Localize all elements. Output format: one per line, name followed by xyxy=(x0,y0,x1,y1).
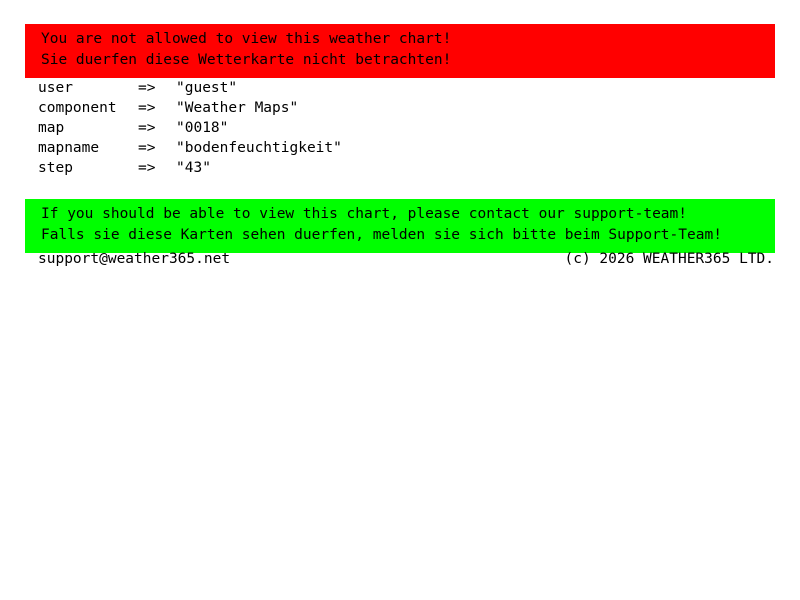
parameter-value: "43" xyxy=(176,160,211,176)
parameter-key: mapname xyxy=(38,140,100,156)
parameter-arrow: => xyxy=(138,120,156,136)
parameter-key: component xyxy=(38,100,117,116)
parameter-row-mapname xyxy=(38,138,342,158)
support-email-link[interactable]: support@weather365.net xyxy=(38,251,231,267)
parameter-arrow: => xyxy=(138,160,156,176)
support-message-en: If you should be able to view this chart, please contact our support-team! xyxy=(41,206,688,222)
parameter-row-map xyxy=(38,118,342,138)
parameter-row-step xyxy=(38,158,342,178)
support-message-de: Falls sie diese Karten sehen duerfen, melden sie sich bitte beim Support-Team! xyxy=(41,227,722,243)
parameter-key: step xyxy=(38,160,73,176)
error-message-en: You are not allowed to view this weather chart! xyxy=(41,31,452,47)
parameter-value: "bodenfeuchtigkeit" xyxy=(176,140,342,156)
error-message-de: Sie duerfen diese Wetterkarte nicht betrachten! xyxy=(41,52,452,68)
parameter-value: "0018" xyxy=(176,120,229,136)
parameter-row-component xyxy=(38,98,342,118)
parameter-row-user xyxy=(38,78,342,98)
parameter-key: user xyxy=(38,80,73,96)
parameter-arrow: => xyxy=(138,100,156,116)
copyright-text: (c) 2026 WEATHER365 LTD. xyxy=(564,251,774,267)
support-banner xyxy=(25,199,775,253)
footer xyxy=(38,249,774,269)
parameter-value: "guest" xyxy=(176,80,238,96)
error-banner xyxy=(25,24,775,78)
parameter-arrow: => xyxy=(138,80,156,96)
parameter-key: map xyxy=(38,120,65,136)
parameter-list xyxy=(38,78,342,178)
parameter-arrow: => xyxy=(138,140,156,156)
parameter-value: "Weather Maps" xyxy=(176,100,299,116)
